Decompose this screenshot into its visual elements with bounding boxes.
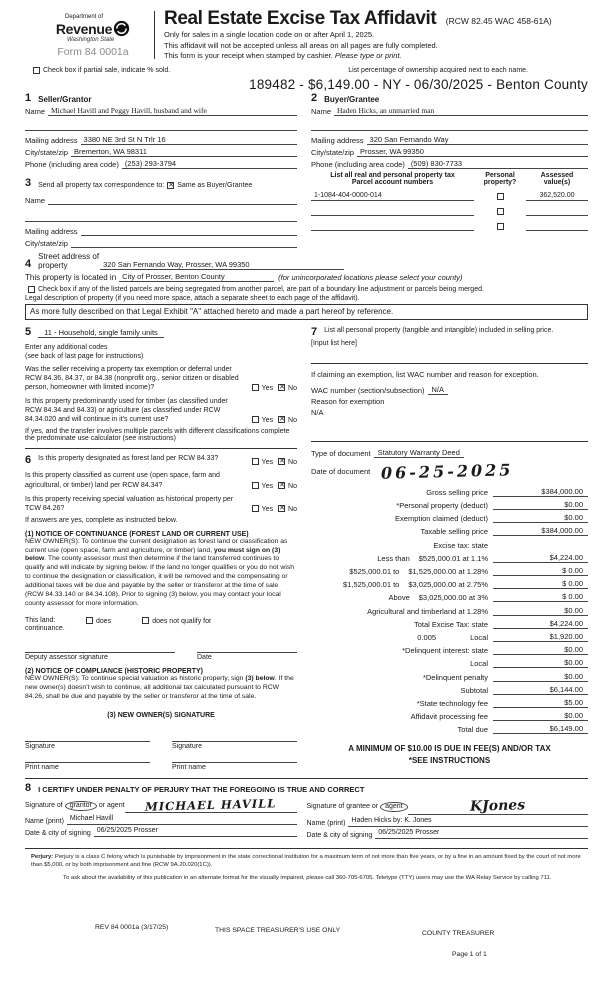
parcel-row bbox=[311, 207, 588, 216]
name-label: Name bbox=[311, 106, 332, 116]
same-as-buyer-checkbox[interactable] bbox=[167, 182, 174, 189]
delinquent-interest-state-value[interactable]: $0.00 bbox=[493, 645, 588, 655]
no-checkbox[interactable] bbox=[278, 458, 285, 465]
legal-description-field[interactable]: As more fully described on that Legal Exhibit "A" attached hereto and made a part hereof by reference. bbox=[25, 304, 588, 320]
fin-row-bracket4: Above $3,025,000.00 at 3% $ 0.00 bbox=[311, 592, 588, 602]
continuance-qualify-row bbox=[25, 617, 297, 625]
agency-logo-block bbox=[37, 8, 149, 62]
buyer-phone-field[interactable]: (509) 830-7733 bbox=[408, 159, 588, 169]
name-label: Name bbox=[25, 195, 46, 205]
grantor-signature-block bbox=[25, 798, 307, 839]
section8-number: 8 bbox=[25, 781, 32, 794]
personal-property-checkbox[interactable] bbox=[497, 208, 504, 215]
grantor-sig-label: Signature of grantor or agent bbox=[25, 801, 125, 809]
yes-checkbox[interactable] bbox=[252, 384, 259, 391]
no-label: No bbox=[288, 417, 297, 425]
doc-type-label: Type of document bbox=[311, 448, 371, 458]
section1-number: 1 bbox=[25, 91, 32, 104]
yes-no-group bbox=[249, 458, 297, 466]
minimum-due-note: A MINIMUM OF $10.00 IS DUE IN FEE(S) AND/OR TAX *SEE INSTRUCTIONS bbox=[311, 743, 588, 767]
buyer-city-field[interactable]: Prosser, WA 99350 bbox=[357, 147, 588, 157]
yes-label: Yes bbox=[261, 482, 274, 490]
same-as-buyer-label: Same as Buyer/Grantee bbox=[177, 181, 253, 189]
gross-selling-price-value[interactable]: $384,000.00 bbox=[493, 487, 588, 497]
yes-no-group bbox=[249, 416, 297, 424]
header-divider bbox=[154, 11, 155, 59]
additional-codes-label: Enter any additional codes bbox=[25, 343, 108, 351]
header-subline-1: Only for sales in a single location code on or after April 1, 2025. bbox=[164, 30, 375, 39]
city-label: City/state/zip bbox=[25, 147, 68, 157]
subtotal-value[interactable]: $6,144.00 bbox=[493, 685, 588, 695]
no-checkbox[interactable] bbox=[278, 505, 285, 512]
header-subline-2: This affidavit will not be accepted unless all areas on all pages are fully completed. bbox=[164, 40, 438, 50]
notice-compliance-title: (2) NOTICE OF COMPLIANCE (HISTORIC PROPERTY) bbox=[25, 668, 203, 676]
section-divider bbox=[25, 448, 297, 449]
fin-row-local: 0.005 Local $1,920.00 bbox=[311, 632, 588, 642]
segregated-checkbox[interactable] bbox=[28, 286, 35, 293]
partial-sale-checkbox[interactable] bbox=[33, 67, 40, 74]
deputy-assessor-signature-line[interactable]: Deputy assessor signature bbox=[25, 652, 175, 661]
taxable-selling-price-value[interactable]: $384,000.00 bbox=[493, 526, 588, 536]
assessor-signature-row bbox=[25, 652, 297, 661]
section4-number: 4 bbox=[25, 257, 32, 270]
section5-header bbox=[25, 326, 297, 338]
divider-line bbox=[311, 441, 588, 442]
new-owner-signature-row bbox=[25, 741, 297, 750]
footer-rev-number: REV 84 0001a (3/17/25) bbox=[95, 924, 169, 931]
section1-header bbox=[25, 92, 297, 104]
form-title: Real Estate Excise Tax Affidavit bbox=[164, 8, 437, 29]
ownership-note: List percentage of ownership acquired next to each name. bbox=[348, 66, 528, 74]
section3-label: Send all property tax correspondence to: bbox=[38, 181, 165, 189]
yes-no-group bbox=[249, 482, 297, 490]
yes-checkbox[interactable] bbox=[252, 416, 259, 423]
assessed-value-field[interactable] bbox=[526, 222, 588, 231]
form-header bbox=[37, 8, 588, 62]
bracket2-tax-value[interactable]: $ 0.00 bbox=[493, 566, 588, 576]
does-checkbox[interactable] bbox=[86, 617, 93, 624]
see-instructions-note: *SEE INSTRUCTIONS bbox=[408, 756, 491, 766]
fin-row-delinquent-interest-local: Local $0.00 bbox=[311, 658, 588, 668]
bracket3-tax-value[interactable]: $ 0.00 bbox=[493, 579, 588, 589]
name-label: Name bbox=[25, 106, 46, 116]
seller-phone-field[interactable]: (253) 293-3794 bbox=[122, 159, 297, 169]
new-owner-printname-line[interactable]: Print name bbox=[172, 762, 297, 771]
washington-state-label: Washington State bbox=[67, 37, 115, 43]
personal-property-list-field[interactable]: [Input list here] bbox=[311, 339, 357, 347]
segregated-label: Check box if any of the listed parcels are being segregated from another parcel, are part of a boundary line adjustment or parcels being merged. bbox=[38, 285, 484, 293]
date-city-label: Date & city of signing bbox=[306, 831, 373, 839]
yes-checkbox[interactable] bbox=[252, 505, 259, 512]
fin-row-total-due: Total due $6,149.00 bbox=[311, 724, 588, 734]
correspondence-mailing-field[interactable] bbox=[81, 226, 297, 236]
assessor-date-line[interactable]: Date bbox=[197, 652, 297, 661]
seller-name-field[interactable]: Michael Havill and Peggy Havill, husband and wife bbox=[48, 106, 297, 116]
agent-circled-word: agent bbox=[380, 802, 408, 812]
partial-sale-label: Check box if partial sale, indicate % sold. bbox=[43, 66, 171, 74]
header-subline-3: This form is your receipt when stamped by cashier. Please type or print. bbox=[164, 51, 402, 60]
timber-agriculture-question: Is this property predominantly used for timber (as classified under RCW 84.34 and 84.33) or agriculture (as classified under RCW 84.34.020 and will continue in it's current use? Yes ✕ No bbox=[25, 397, 297, 424]
grantee-printname-field[interactable]: Haden Hicks by: K. Jones bbox=[348, 817, 588, 827]
no-checkbox[interactable] bbox=[278, 416, 285, 423]
parcel-row bbox=[311, 192, 588, 201]
yes-no-group bbox=[249, 505, 297, 513]
revenue-wordmark: Revenue bbox=[55, 20, 113, 37]
section7-header: 7 List all personal property (tangible and intangible) included in selling price. bbox=[311, 325, 554, 338]
delinquent-interest-local-value[interactable]: $0.00 bbox=[493, 658, 588, 668]
footer-county-treasurer: COUNTY TREASURER bbox=[422, 930, 495, 937]
new-owners-signature-title: (3) NEW OWNER(S) SIGNATURE bbox=[107, 711, 215, 719]
section7-number: 7 bbox=[311, 325, 318, 338]
wac-number-field[interactable]: N/A bbox=[428, 385, 449, 395]
yes-label: Yes bbox=[261, 385, 274, 393]
personal-property-checkbox[interactable] bbox=[497, 193, 504, 200]
mailing-label: Mailing address bbox=[25, 226, 78, 236]
section3-number: 3 bbox=[25, 176, 32, 189]
dept-of-label: Department of bbox=[65, 14, 104, 20]
exemption-claim-note: If claiming an exemption, list WAC number and reason for exception. bbox=[311, 369, 539, 379]
fin-row-delinquent-interest-state: *Delinquent interest: state $0.00 bbox=[311, 645, 588, 655]
grantee-signature-block bbox=[307, 798, 589, 839]
fin-row-bracket1: Less than $525,000.01 at 1.1% $4,224.00 bbox=[311, 553, 588, 563]
forest-land-question: 6 Is this property designated as forest land per RCW 84.33? Yes ✕ No bbox=[25, 454, 297, 466]
mailing-label: Mailing address bbox=[311, 135, 364, 145]
yes-no-group bbox=[249, 384, 297, 392]
fin-row-processing-fee: Affidavit processing fee $0.00 bbox=[311, 711, 588, 721]
grantee-datecity-field[interactable]: 06/25/2025 Prosser bbox=[375, 829, 588, 839]
no-label: No bbox=[288, 385, 297, 393]
notice-continuance-body: NEW OWNER(S): To continue the current designation as forest land or classification as current use (open space, farm and agriculture, or timber) land, you must sign on (3) below. The county assessor must then determine if the land transferred continues to qualify and will indicate by signing below. If the land no longer qualifies or you do not wish to continue the designation or classification, it will be removed and the compensating or additional taxes will be due and payable by the seller or transferor at the time of sale (RCW 84.33.140 or 84.34.108). Prior to signing (3) below, you may contact your local county assessor for more information. bbox=[25, 537, 295, 607]
no-checkbox[interactable] bbox=[278, 384, 285, 391]
parcel-number-field[interactable]: 1-1084-404-0000-014 bbox=[311, 192, 474, 201]
partial-sale-row bbox=[30, 67, 588, 74]
type-or-print-note: Please type or print. bbox=[334, 51, 402, 60]
local-tax-value[interactable]: $1,920.00 bbox=[493, 632, 588, 642]
exemption-deferral-question: Was the seller receiving a property tax exemption or deferral under RCW 84.36, 84.37, or 84.38 (nonprofit org., senior citizen or disabled person, homeowner with limited income)? Yes ✕ No bbox=[25, 365, 297, 392]
perjury-label: Perjury: bbox=[31, 853, 54, 860]
fin-row-total-state: Total Excise Tax: state $4,224.00 bbox=[311, 619, 588, 629]
city-label: City/state/zip bbox=[311, 147, 354, 157]
no-label: No bbox=[288, 459, 297, 467]
revenue-logo-icon bbox=[113, 20, 130, 37]
seller-mailing-field[interactable]: 3380 NE 3rd St N Trlr 16 bbox=[81, 135, 297, 145]
land-use-code-field[interactable]: 11 - Household, single family units bbox=[38, 328, 164, 338]
legal-description-label: Legal description of property (if you need more space, attach a separate sheet to each page of the affidavit). bbox=[25, 294, 360, 302]
assessed-value-field[interactable] bbox=[526, 207, 588, 216]
notice-compliance-body: NEW OWNER(S): To continue special valuation as historic property, sign (3) below. If the new owner(s) doesn't wish to continue, all additional tax calculated pursuant to RCW 84.26, shall be due and payable by the seller or transferor at the time of sale. bbox=[25, 675, 294, 701]
bracket4-tax-value[interactable]: $ 0.00 bbox=[493, 592, 588, 602]
current-use-question: Is this property classified as current use (open space, farm and agricultural, or timber) land per RCW 84.34? Yes ✕ No bbox=[25, 471, 297, 489]
continuance-label: continuance. bbox=[25, 625, 65, 633]
grantee-sig-label: Signature of grantee or agent bbox=[307, 803, 408, 810]
name-print-label: Name (print) bbox=[306, 819, 346, 827]
name-print-label: Name (print) bbox=[25, 817, 64, 825]
grantee-signature-field[interactable]: KJones bbox=[408, 798, 588, 815]
fin-row-taxable: Taxable selling price $384,000.00 bbox=[311, 526, 588, 536]
personal-property-checkbox[interactable] bbox=[497, 223, 504, 230]
parcel-table-header: List all real and personal property tax Parcel account numbers Personal property? Assessed value(s) bbox=[330, 171, 574, 186]
doc-date-label: Date of document bbox=[311, 466, 371, 476]
new-owner-printname-line[interactable]: Print name bbox=[25, 762, 150, 771]
accessibility-note: To ask about the availability of this publication in an alternate format for the visually impaired, please call 360-705-6705. Teletype (TTY) users may use the WA Relay Service by calling 711. bbox=[63, 875, 552, 882]
section4 bbox=[25, 252, 588, 320]
grantor-signature-field[interactable]: MICHAEL HAVILL bbox=[125, 798, 297, 813]
agricultural-tax-value[interactable]: $0.00 bbox=[493, 606, 588, 616]
yes-label: Yes bbox=[261, 505, 274, 513]
seller-name-overflow-line[interactable] bbox=[25, 122, 297, 131]
doc-date-handwritten[interactable]: 06-25-2025 bbox=[380, 460, 514, 483]
excise-tax-table bbox=[311, 487, 588, 734]
unincorporated-note: (for unincorporated locations please select your county) bbox=[278, 272, 463, 282]
form-number: Form 84 0001a bbox=[57, 46, 129, 58]
mailing-label: Mailing address bbox=[25, 135, 78, 145]
section1-title: Seller/Grantor bbox=[38, 94, 92, 104]
footer-treasurer-space: THIS SPACE TREASURER'S USE ONLY bbox=[215, 927, 341, 934]
footer-page-number: Page 1 of 1 bbox=[452, 951, 487, 958]
no-label: No bbox=[288, 482, 297, 490]
fin-row-agricultural: Agricultural and timberland at 1.28% $0.00 bbox=[311, 606, 588, 616]
does-not-checkbox[interactable] bbox=[142, 617, 149, 624]
parcel-number-field[interactable] bbox=[311, 222, 474, 231]
predominate-use-note: If yes, and the transfer involves multiple parcels with different classifications complete the predominate use calculator (see instructions) bbox=[25, 428, 290, 443]
see-back-note: (see back of last page for instructions) bbox=[25, 352, 144, 360]
correspondence-city-field[interactable] bbox=[71, 238, 297, 248]
seller-city-field[interactable]: Bremerton, WA 98311 bbox=[71, 147, 297, 157]
historical-property-question: Is this property receiving special valuation as historical property per TCW 84.26? Yes ✕ No bbox=[25, 495, 297, 513]
fin-row-bracket2: $525,000.01 to $1,525,000.00 at 1.28% $ 0.00 bbox=[311, 566, 588, 576]
new-owner-signature-line[interactable]: Signature bbox=[25, 741, 150, 750]
no-checkbox[interactable] bbox=[278, 482, 285, 489]
grantor-printname-field[interactable]: Michael Havill bbox=[67, 815, 297, 825]
wac-number-label: WAC number (section/subsection) bbox=[311, 385, 425, 395]
delinquent-penalty-value[interactable]: $0.00 bbox=[493, 672, 588, 682]
new-owner-signature-line[interactable]: Signature bbox=[172, 741, 297, 750]
yes-checkbox[interactable] bbox=[252, 482, 259, 489]
certification-title: I CERTIFY UNDER PENALTY OF PERJURY THAT THE FOREGOING IS TRUE AND CORRECT bbox=[38, 784, 365, 794]
grantor-datecity-field[interactable]: 06/25/2025 Prosser bbox=[94, 827, 297, 837]
buyer-name-field[interactable]: Haden Hicks, an unmarried man bbox=[334, 106, 588, 116]
section5-number: 5 bbox=[25, 325, 32, 338]
correspondence-name-overflow-line[interactable] bbox=[25, 213, 297, 222]
section2-header bbox=[311, 92, 588, 104]
yes-label: Yes bbox=[261, 417, 274, 425]
no-label: No bbox=[288, 505, 297, 513]
section2-number: 2 bbox=[311, 91, 318, 104]
section2-title: Buyer/Grantee bbox=[324, 94, 380, 104]
affidavit-processing-fee-value[interactable]: $0.00 bbox=[493, 711, 588, 721]
phone-label: Phone (including area code) bbox=[25, 159, 119, 169]
if-answers-yes-note: If answers are yes, complete as instructed below. bbox=[25, 516, 178, 524]
fin-row-subtotal: Subtotal $6,144.00 bbox=[311, 685, 588, 695]
perjury-notice: Perjury: Perjury is a class C felony which is punishable by imprisonment in the state correctional institution for a maximum term of not more than five years, or by a fine in an amount fixed by the court of not more than $5,000, or by both imprisonment and fine (RCW 9A.20.020(1C)). To ask about the availability of this publication in an alternate format for the visually impaired, please call 360-705-6705. Teletype (TTY) users may use the WA Relay Service by calling 711. bbox=[25, 848, 588, 883]
total-excise-state-value[interactable]: $4,224.00 bbox=[493, 619, 588, 629]
section8-certification bbox=[25, 778, 588, 839]
city-label: City/state/zip bbox=[25, 238, 68, 248]
fin-row-personal: *Personal property (deduct) $0.00 bbox=[311, 500, 588, 510]
personal-property-deduct-value[interactable]: $0.00 bbox=[493, 500, 588, 510]
title-block bbox=[164, 8, 552, 62]
street-address-label: Street address of property bbox=[38, 251, 100, 270]
grantor-circled-word: grantor bbox=[65, 801, 97, 811]
buyer-name-overflow-line[interactable] bbox=[311, 122, 588, 131]
reason-exemption-field[interactable]: N/A bbox=[311, 407, 324, 417]
total-due-value[interactable]: $6,149.00 bbox=[493, 724, 588, 734]
divider-line bbox=[311, 363, 588, 364]
does-label: does bbox=[96, 618, 112, 626]
fin-row-bracket3: $1,525,000.01 to $3,025,000.00 at 2.75% $ 0.00 bbox=[311, 579, 588, 589]
state-technology-fee-value[interactable]: $5.00 bbox=[493, 698, 588, 708]
notice-continuance-title: (1) NOTICE OF CONTINUANCE (FOREST LAND OR CURRENT USE) bbox=[25, 530, 249, 538]
exemption-claimed-value[interactable]: $0.00 bbox=[493, 513, 588, 523]
date-city-label: Date & city of signing bbox=[25, 829, 91, 837]
new-owner-printname-row bbox=[25, 762, 297, 771]
yes-label: Yes bbox=[261, 459, 274, 467]
treasurer-stamp-line: 189482 - $6,149.00 - NY - 06/30/2025 - Benton County bbox=[249, 76, 588, 92]
buyer-mailing-field[interactable]: 320 San Fernando Way bbox=[367, 135, 588, 145]
reason-exemption-label: Reason for exemption bbox=[311, 396, 385, 406]
assessed-value-field[interactable]: 362,520.00 bbox=[526, 192, 588, 201]
fin-row-exemption: Exemption claimed (deduct) $0.00 bbox=[311, 513, 588, 523]
rcw-reference: (RCW 82.45 WAC 458-61A) bbox=[445, 16, 552, 26]
does-not-label: does not qualify for bbox=[152, 618, 212, 626]
section6-number: 6 bbox=[25, 454, 32, 467]
fin-row-tech-fee: *State technology fee $5.00 bbox=[311, 698, 588, 708]
bracket1-tax-value[interactable]: $4,224.00 bbox=[493, 553, 588, 563]
street-address-field[interactable]: 320 San Fernando Way, Prosser, WA 99350 bbox=[100, 260, 344, 270]
this-land-label: This land: bbox=[25, 617, 56, 625]
parcel-row bbox=[311, 222, 588, 231]
section3-header bbox=[25, 177, 297, 189]
phone-label: Phone (including area code) bbox=[311, 159, 405, 169]
located-in-label: This property is located in bbox=[25, 272, 117, 282]
fin-row-gross: Gross selling price $384,000.00 bbox=[311, 487, 588, 497]
yes-checkbox[interactable] bbox=[252, 458, 259, 465]
fin-row-excise-header: Excise tax: state bbox=[433, 540, 488, 550]
doc-type-field[interactable]: Statutory Warranty Deed bbox=[374, 448, 464, 458]
located-in-field[interactable]: City of Prosser, Benton County bbox=[119, 272, 274, 282]
parcel-number-field[interactable] bbox=[311, 207, 474, 216]
correspondence-name-field[interactable] bbox=[48, 195, 297, 205]
fin-row-delinquent-penalty: *Delinquent penalty $0.00 bbox=[311, 672, 588, 682]
